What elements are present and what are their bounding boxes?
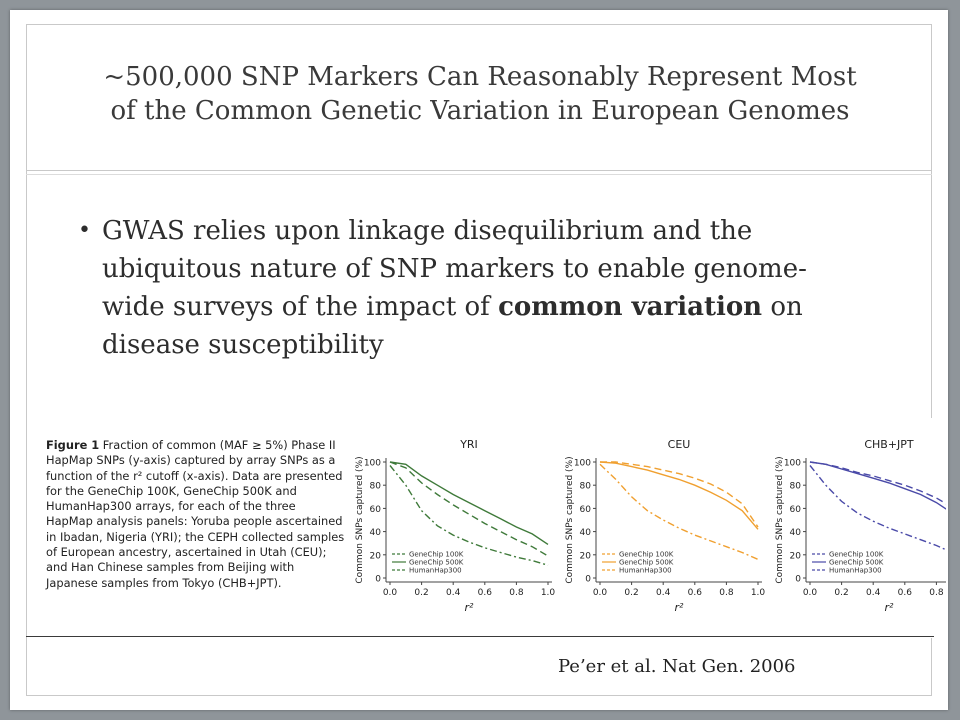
y-axis-label: Common SNPs captured (%) [355, 456, 365, 584]
figure-caption-text: Fraction of common (MAF ≥ 5%) Phase II HapMap SNPs (y-axis) captured by array SNPs as a function of the r² cutoff (x-axis). Data are presented for the GeneChip 100K, GeneChip 500K and HumanHap300 arrays, for each of the three HapMap analysis panels: Yoruba people ascertained in Ibadan, Nigeria (YRI); the CEPH collected samples of European ancestry, ascertained in Utah (CEU); and Han Chinese samples from Beijing with Japanese samples from Tokyo (CHB+JPT). [46, 438, 345, 590]
chart-title: CHB+JPT [864, 438, 914, 451]
x-tick-label: 0.6 [477, 588, 492, 598]
figure-bottom-rule [26, 636, 934, 637]
chart-panel-chbjpt [775, 438, 946, 614]
y-tick-label: 80 [369, 481, 381, 492]
series-line-humanhap300 [810, 462, 946, 529]
x-tick-label: 0.0 [802, 588, 818, 598]
figure-label: Figure 1 [46, 438, 100, 452]
series-line-humanhap300 [390, 462, 548, 556]
legend-label: HumanHap300 [409, 566, 462, 575]
y-tick-label: 40 [579, 528, 591, 539]
y-tick-label: 20 [369, 551, 381, 562]
chart-panel-ceu [565, 438, 765, 614]
slide [10, 10, 948, 710]
chart-title: CEU [667, 438, 691, 451]
series-line-genechip-500k [390, 462, 548, 544]
legend-label: GeneChip 500K [409, 558, 464, 567]
y-tick-label: 40 [369, 528, 381, 539]
x-tick-label: 0.2 [414, 588, 429, 598]
bullet-text [102, 216, 807, 360]
y-tick-label: 100 [363, 458, 381, 469]
x-tick-label: 0.8 [929, 588, 944, 598]
x-tick-label: 0.8 [719, 588, 734, 598]
y-tick-label: 60 [789, 504, 801, 515]
x-axis-label: r² [674, 601, 684, 614]
legend-label: HumanHap300 [829, 566, 882, 575]
slide-title [50, 60, 910, 128]
legend-label: GeneChip 500K [829, 558, 884, 567]
x-tick-label: 0.4 [446, 588, 461, 598]
chart-title: YRI [460, 438, 478, 451]
y-tick-label: 100 [573, 458, 591, 469]
figure-charts [346, 418, 946, 636]
y-tick-label: 100 [783, 458, 801, 469]
legend-label: GeneChip 500K [619, 558, 674, 567]
series-line-genechip-500k [810, 462, 946, 536]
title-line-2: of the Common Genetic Variation in European Genomes [110, 96, 850, 126]
bullet-text-after: on disease susceptibility [102, 292, 803, 360]
legend-label: GeneChip 100K [409, 550, 464, 559]
x-axis-label: r² [464, 601, 474, 614]
series-line-genechip-500k [600, 462, 758, 529]
x-tick-label: 0.0 [592, 588, 608, 598]
x-tick-label: 0.4 [866, 588, 881, 598]
series-line-genechip-100k [600, 464, 758, 559]
x-axis-label: r² [884, 601, 894, 614]
bullet-point [78, 212, 822, 364]
y-tick-label: 20 [579, 551, 591, 562]
y-tick-label: 20 [789, 551, 801, 562]
title-divider [26, 170, 932, 171]
citation: Pe’er et al. Nat Gen. 2006 [558, 656, 796, 677]
x-tick-label: 0.2 [624, 588, 639, 598]
x-tick-label: 0.6 [897, 588, 912, 598]
y-tick-label: 60 [579, 504, 591, 515]
x-tick-label: 0.2 [834, 588, 849, 598]
y-tick-label: 80 [579, 481, 591, 492]
bullet-symbol: • [78, 218, 91, 243]
figure-caption [46, 438, 346, 591]
y-axis-label: Common SNPs captured (%) [775, 456, 785, 584]
x-tick-label: 0.4 [656, 588, 671, 598]
legend-label: GeneChip 100K [829, 550, 884, 559]
x-tick-label: 0.8 [509, 588, 524, 598]
figure-image [28, 418, 948, 638]
x-tick-label: 1.0 [750, 588, 766, 598]
y-tick-label: 0 [375, 574, 381, 585]
legend-label: HumanHap300 [619, 566, 672, 575]
y-tick-label: 60 [369, 504, 381, 515]
legend-label: GeneChip 100K [619, 550, 674, 559]
title-divider-secondary [26, 174, 932, 175]
y-axis-label: Common SNPs captured (%) [565, 456, 575, 584]
title-line-1: ~500,000 SNP Markers Can Reasonably Represent Most [103, 62, 857, 92]
y-tick-label: 0 [585, 574, 591, 585]
y-tick-label: 0 [795, 574, 801, 585]
series-line-humanhap300 [600, 462, 758, 527]
y-tick-label: 80 [789, 481, 801, 492]
bullet-text-before: GWAS relies upon linkage disequilibrium and the ubiquitous nature of SNP markers to enable genome-wide surveys of the impact of [102, 216, 807, 322]
x-tick-label: 0.6 [687, 588, 702, 598]
x-tick-label: 0.0 [382, 588, 398, 598]
y-tick-label: 40 [789, 528, 801, 539]
bullet-text-bold: common variation [498, 292, 763, 322]
x-tick-label: 1.0 [540, 588, 556, 598]
chart-panel-yri [355, 438, 555, 614]
